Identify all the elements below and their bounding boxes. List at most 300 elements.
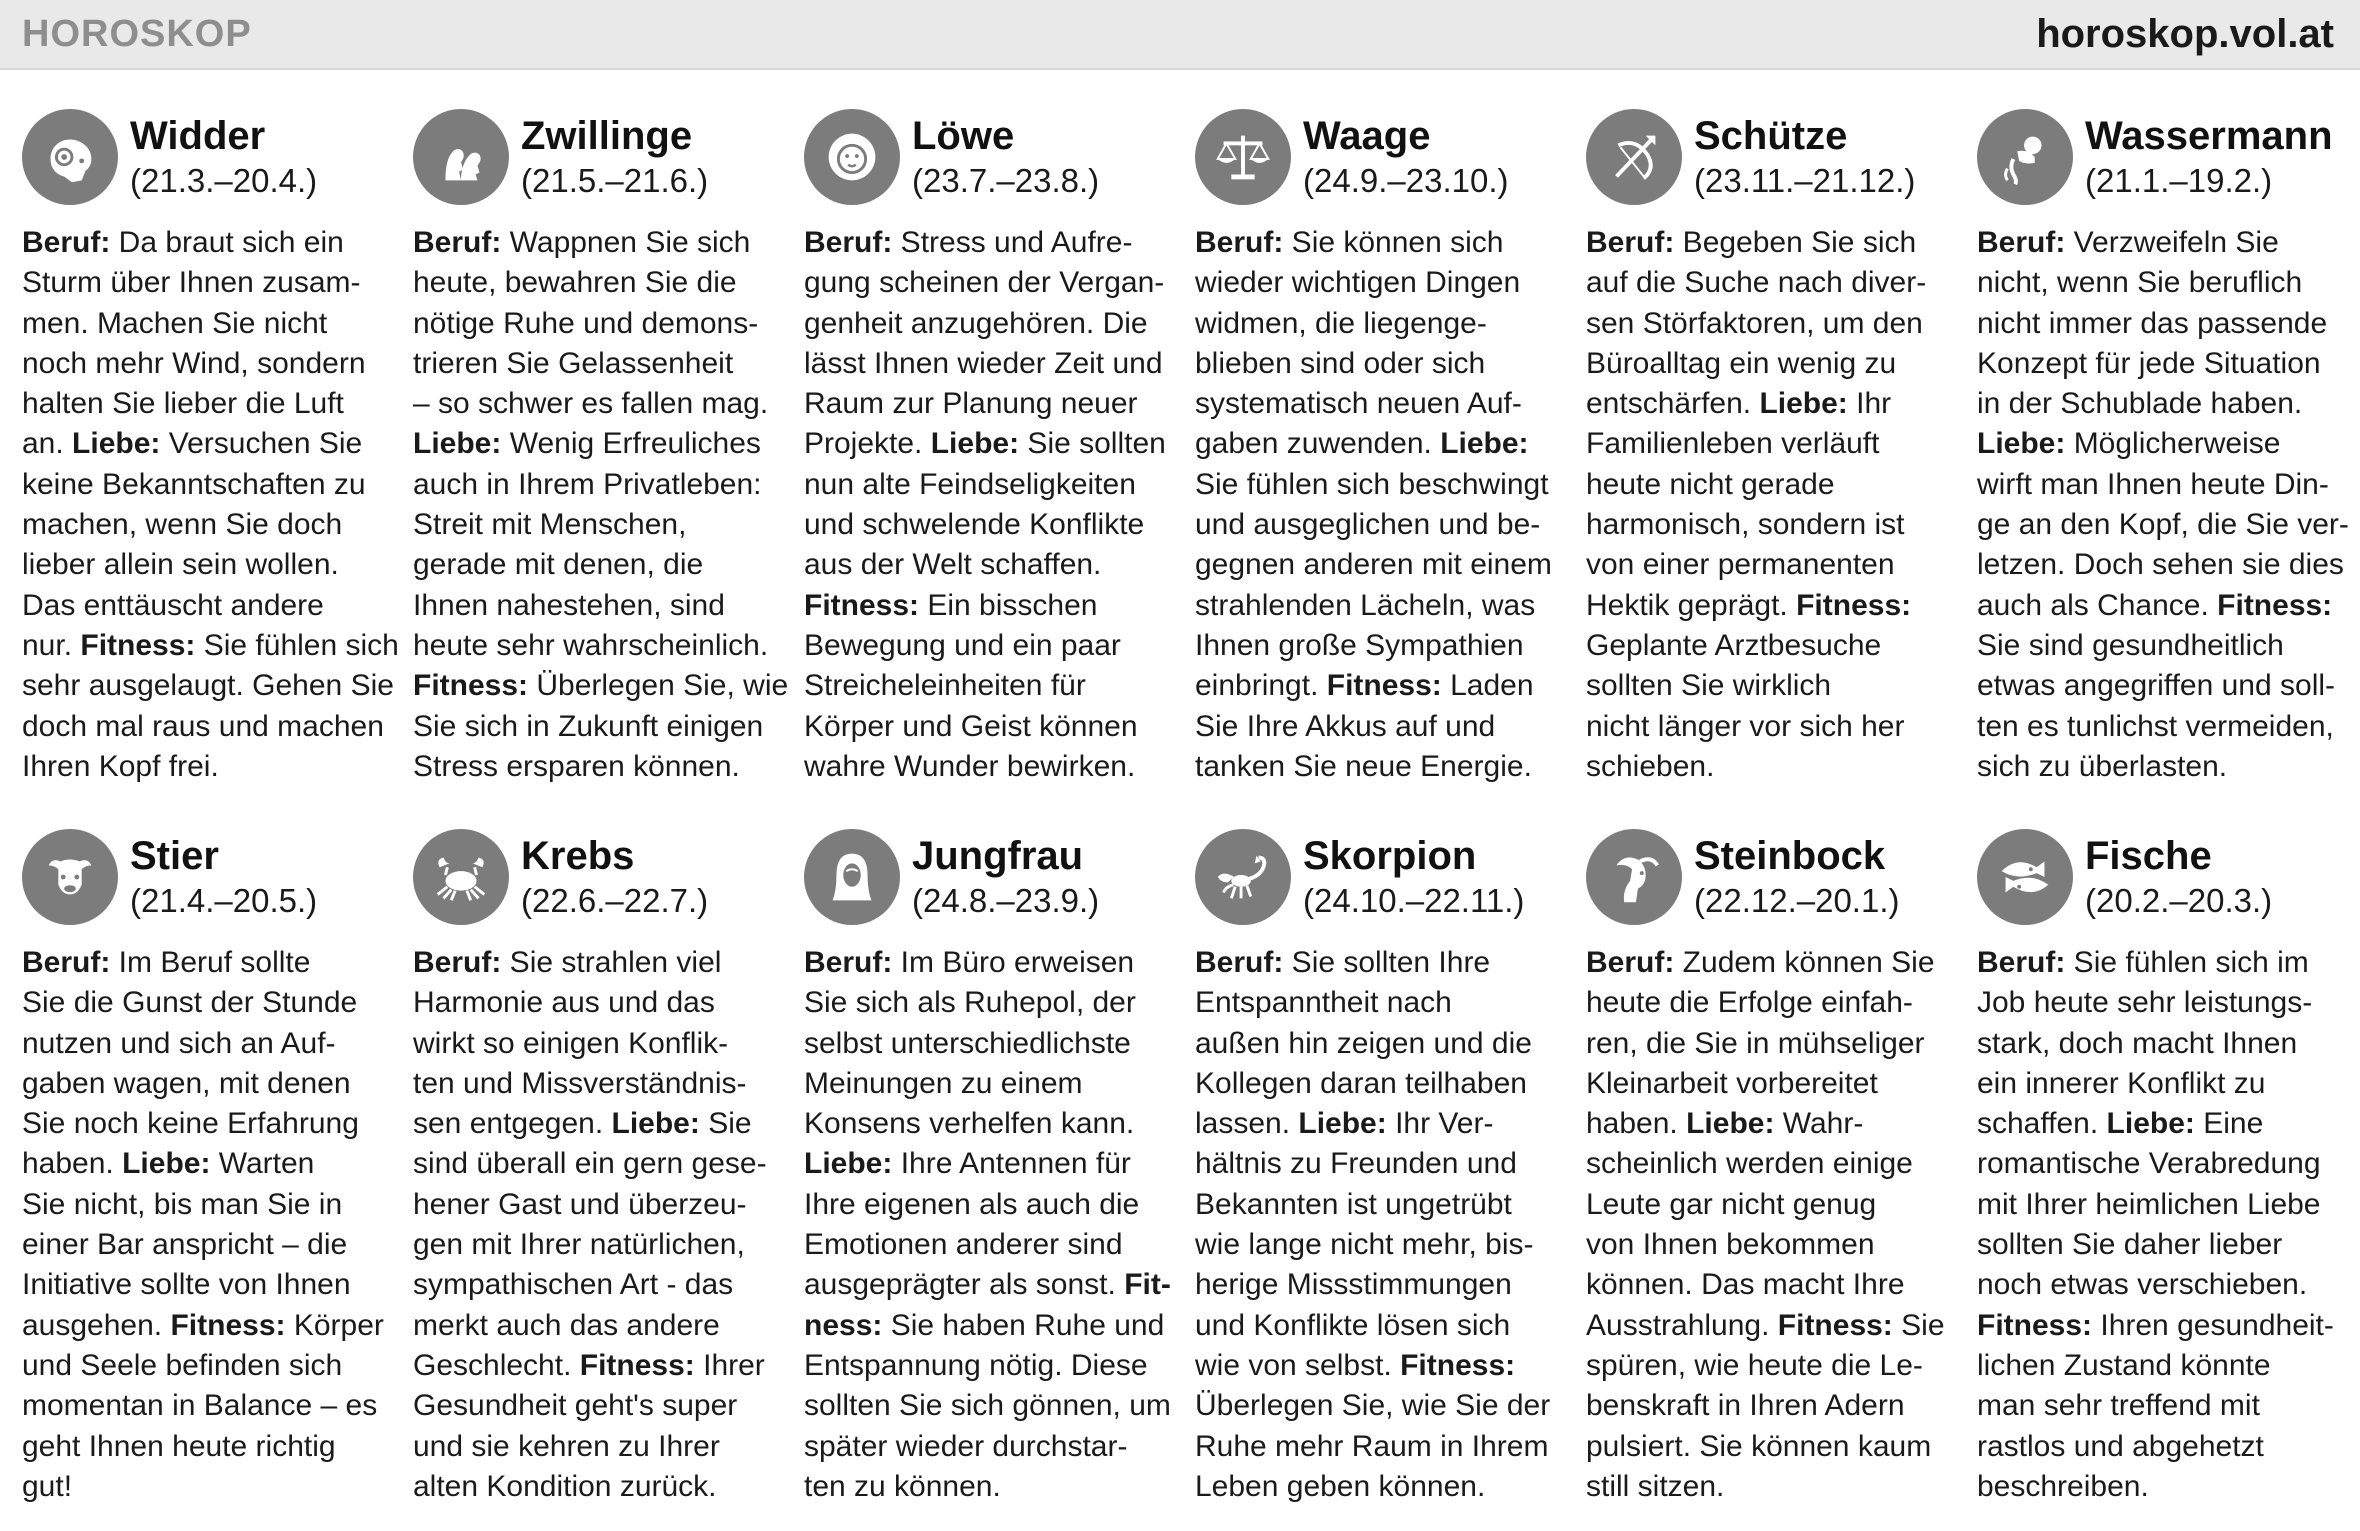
text-segment: nutzen und sich an Auf- <box>22 1026 336 1060</box>
text-line <box>1586 1306 1964 1346</box>
text-line <box>1195 666 1573 706</box>
sign-name: Waage <box>1303 114 1431 158</box>
text-line <box>1586 747 1964 787</box>
text-line <box>1586 545 1964 585</box>
category-label: ness: <box>804 1308 883 1342</box>
text-segment: men. Machen Sie nicht <box>22 306 328 340</box>
text-line <box>1977 1265 2355 1305</box>
text-line <box>1977 1386 2355 1426</box>
text-line <box>22 1024 400 1064</box>
horoscope-text <box>1195 223 1573 787</box>
sign-name: Widder <box>130 114 266 158</box>
category-label: Fitness: <box>1326 669 1442 703</box>
text-segment: nicht immer das passende <box>1977 306 2328 340</box>
text-line <box>413 747 791 787</box>
text-segment: Büroalltag ein wenig zu <box>1586 346 1897 380</box>
text-segment: keine Bekanntschaften zu <box>22 467 366 501</box>
text-line <box>804 223 1182 263</box>
text-line <box>1195 983 1573 1023</box>
category-label: Liebe: <box>804 1147 893 1181</box>
text-line <box>413 384 791 424</box>
text-segment: Meinungen zu einem <box>804 1066 1083 1100</box>
text-line <box>1586 1265 1964 1305</box>
horoscope-text <box>1977 943 2355 1505</box>
text-line <box>413 1064 791 1104</box>
text-line <box>1977 505 2355 545</box>
text-segment: Raum zur Planung neuer <box>804 387 1138 421</box>
sign-dates: (20.2.–20.3.) <box>2085 882 2273 919</box>
text-segment: wahre Wunder bewirken. <box>804 749 1136 783</box>
ibex-icon <box>1586 829 1682 925</box>
category-label: Beruf: <box>804 946 893 979</box>
text-line <box>413 626 791 666</box>
text-line <box>1977 983 2355 1023</box>
text-segment: Sturm über Ihnen zusam- <box>22 266 361 300</box>
text-line <box>1586 263 1964 303</box>
text-line <box>413 1346 791 1386</box>
text-segment: Da braut sich ein <box>110 226 344 259</box>
text-segment: heute, bewahren Sie die <box>413 266 737 300</box>
category-label: Liebe: <box>413 427 502 461</box>
fish-icon <box>1977 829 2073 925</box>
text-line <box>1586 1144 1964 1184</box>
crab-icon <box>413 829 509 925</box>
sign-name: Löwe <box>912 114 1015 158</box>
text-segment: Sie die Gunst der Stunde <box>22 986 358 1020</box>
text-segment: Sie <box>1892 1308 1945 1342</box>
card-header <box>804 825 1182 929</box>
category-label: Beruf: <box>413 946 502 979</box>
text-segment: Ihnen große Sympathien <box>1195 628 1524 662</box>
text-segment: sen entgegen. <box>413 1107 612 1141</box>
text-segment: widmen, die liegenge- <box>1195 306 1487 340</box>
text-segment: gegnen anderen mit einem <box>1195 548 1552 582</box>
text-line <box>804 1427 1182 1467</box>
horoscope-text <box>1195 943 1573 1505</box>
text-line <box>1977 465 2355 505</box>
text-segment: gung scheinen der Vergan- <box>804 266 1165 300</box>
card-header <box>413 825 791 929</box>
card-header <box>22 825 400 929</box>
text-segment: und ausgeglichen und be- <box>1195 508 1541 542</box>
sign-dates: (23.11.–21.12.) <box>1694 162 1916 199</box>
text-segment: gut! <box>22 1469 73 1503</box>
text-line <box>22 747 400 787</box>
text-line <box>1195 626 1573 666</box>
lion-icon <box>804 109 900 205</box>
text-segment: Geschlecht. <box>413 1348 580 1382</box>
text-segment: Zudem können Sie <box>1674 946 1935 979</box>
text-line <box>1977 384 2355 424</box>
category-label: Beruf: <box>413 226 502 259</box>
text-segment: Sie strahlen viel <box>501 946 722 979</box>
text-segment: beschreiben. <box>1977 1469 2149 1503</box>
text-segment: blieben sind oder sich <box>1195 346 1486 380</box>
text-segment: nur. <box>22 628 81 662</box>
text-segment: sollten Sie daher lieber <box>1977 1228 2283 1262</box>
text-segment: Warten <box>210 1147 315 1181</box>
scorpion-icon <box>1195 829 1291 925</box>
text-segment: und sie kehren zu Ihrer <box>413 1429 720 1463</box>
text-segment: momentan in Balance – es <box>22 1389 378 1423</box>
text-line <box>413 1386 791 1426</box>
text-line <box>1195 586 1573 626</box>
text-segment: Begeben Sie sich <box>1674 226 1917 259</box>
sign-dates: (24.10.–22.11.) <box>1303 882 1525 919</box>
category-label: Fitness: <box>1777 1308 1893 1342</box>
text-segment: spüren, wie heute die Le- <box>1586 1348 1923 1382</box>
text-line <box>1977 1346 2355 1386</box>
text-segment: Ihren Kopf frei. <box>22 749 219 783</box>
sign-name: Fische <box>2085 834 2212 878</box>
text-line <box>1977 1104 2355 1144</box>
twins-icon <box>413 109 509 205</box>
text-line <box>804 1386 1182 1426</box>
horoscope-card-stier <box>22 825 400 1505</box>
text-segment: ten und Missverständnis- <box>413 1066 747 1100</box>
text-line <box>22 1386 400 1426</box>
text-line <box>804 1185 1182 1225</box>
text-segment: stark, doch macht Ihnen <box>1977 1026 2298 1060</box>
text-segment: doch mal raus und machen <box>22 709 384 743</box>
sign-name: Wassermann <box>2085 114 2333 158</box>
text-line <box>22 263 400 303</box>
horoscope-text <box>413 223 791 787</box>
text-line <box>804 344 1182 384</box>
text-line <box>1195 505 1573 545</box>
text-line <box>22 1225 400 1265</box>
sign-name: Stier <box>130 834 219 878</box>
text-segment: strahlenden Lächeln, was <box>1195 588 1536 622</box>
category-label: Fitness: <box>80 628 196 662</box>
text-line <box>804 1467 1182 1505</box>
text-segment: Ein bisschen <box>919 588 1098 622</box>
text-segment: ge an den Kopf, die Sie ver- <box>1977 508 2349 542</box>
text-line <box>1195 465 1573 505</box>
text-segment: noch etwas verschieben. <box>1977 1268 2308 1302</box>
text-segment: Kollegen daran teilhaben <box>1195 1066 1527 1100</box>
text-line <box>22 666 400 706</box>
text-segment: wie von selbst. <box>1195 1348 1401 1382</box>
horoscope-card-skorpion <box>1195 825 1573 1505</box>
text-segment: romantische Verabredung <box>1977 1147 2321 1181</box>
text-segment: Leben geben können. <box>1195 1469 1486 1503</box>
text-line <box>1195 1386 1573 1426</box>
category-label: Liebe: <box>1977 427 2066 461</box>
text-segment: Initiative sollte von Ihnen <box>22 1268 351 1302</box>
text-segment: Sie sich als Ruhepol, der <box>804 986 1136 1020</box>
text-line <box>22 1144 400 1184</box>
text-segment: herige Missstimmungen <box>1195 1268 1512 1302</box>
text-segment: ausgehen. <box>22 1308 171 1342</box>
horoscope-card-steinbock <box>1586 825 1964 1505</box>
text-segment: letzen. Doch sehen sie dies <box>1977 548 2344 582</box>
text-segment: schaffen. <box>1977 1107 2107 1141</box>
text-segment: ein innerer Konflikt zu <box>1977 1066 2266 1100</box>
text-segment: Hektik geprägt. <box>1586 588 1797 622</box>
horoscope-card-widder <box>22 105 400 823</box>
text-segment: heute die Erfolge einfah- <box>1586 986 1913 1020</box>
card-header <box>1977 105 2355 209</box>
text-line <box>804 983 1182 1023</box>
text-segment: ren, die Sie in mühseliger <box>1586 1026 1925 1060</box>
category-label: Liebe: <box>2106 1107 2195 1141</box>
text-segment: benskraft in Ihren Adern <box>1586 1389 1905 1423</box>
text-line <box>413 666 791 706</box>
text-line <box>804 586 1182 626</box>
text-segment: Ausstrahlung. <box>1586 1308 1778 1342</box>
text-line <box>22 1064 400 1104</box>
text-line <box>1195 943 1573 983</box>
sign-name: Skorpion <box>1303 834 1477 878</box>
text-segment: Sie sollten <box>1019 427 1166 461</box>
horoscope-text <box>413 943 791 1505</box>
text-line <box>804 1225 1182 1265</box>
text-segment: nicht länger vor sich her <box>1586 709 1905 743</box>
category-label: Fitness: <box>1400 1348 1516 1382</box>
site-link[interactable]: horoskop.vol.at <box>2036 12 2334 56</box>
text-line <box>804 1265 1182 1305</box>
text-line <box>1977 1306 2355 1346</box>
text-segment: pulsiert. Sie können kaum <box>1586 1429 1932 1463</box>
text-line <box>1586 1104 1964 1144</box>
text-line <box>1195 344 1573 384</box>
text-segment: Körper <box>285 1308 384 1342</box>
text-line <box>1586 1185 1964 1225</box>
text-segment: Geplante Arztbesuche <box>1586 628 1882 662</box>
text-segment: sen Störfaktoren, um den <box>1586 306 1923 340</box>
text-line <box>1977 707 2355 747</box>
text-line <box>804 1064 1182 1104</box>
text-segment: Sie haben Ruhe und <box>882 1308 1165 1342</box>
text-segment: Eine <box>2194 1107 2264 1141</box>
text-line <box>413 1144 791 1184</box>
text-segment: ten zu können. <box>804 1469 1001 1503</box>
text-line <box>1195 1225 1573 1265</box>
sign-dates: (22.6.–22.7.) <box>521 882 709 919</box>
text-line <box>1586 1225 1964 1265</box>
text-segment: und Seele befinden sich <box>22 1348 343 1382</box>
text-segment: tanken Sie neue Energie. <box>1195 749 1532 783</box>
text-line <box>1586 344 1964 384</box>
text-line <box>1195 223 1573 263</box>
text-line <box>1977 666 2355 706</box>
text-line <box>22 545 400 585</box>
text-line <box>1195 1346 1573 1386</box>
text-line <box>1195 304 1573 344</box>
text-line <box>413 223 791 263</box>
text-segment: Leute gar nicht genug <box>1586 1187 1877 1221</box>
text-line <box>1195 1467 1573 1505</box>
text-segment: Konsens verhelfen kann. <box>804 1107 1135 1141</box>
text-line <box>22 983 400 1023</box>
text-line <box>1977 545 2355 585</box>
text-segment: Sie <box>699 1107 752 1141</box>
text-segment: etwas angegriffen und soll- <box>1977 669 2336 703</box>
text-segment: Überlegen Sie, wie Sie der <box>1195 1389 1551 1423</box>
sign-dates: (24.9.–23.10.) <box>1303 162 1509 199</box>
text-segment: Ihr Ver- <box>1386 1107 1494 1141</box>
sign-dates: (22.12.–20.1.) <box>1694 882 1900 919</box>
text-line <box>804 626 1182 666</box>
text-segment: Ihre Antennen für <box>892 1147 1131 1181</box>
text-line <box>1977 1467 2355 1505</box>
text-segment: nun alte Feindseligkeiten <box>804 467 1136 501</box>
text-segment: heute nicht gerade <box>1586 467 1835 501</box>
category-label: Beruf: <box>1195 946 1284 979</box>
text-line <box>1586 1386 1964 1426</box>
text-segment: nötige Ruhe und demons- <box>413 306 759 340</box>
text-line <box>804 1306 1182 1346</box>
header-bar <box>0 0 2360 70</box>
category-label: Fitness: <box>170 1308 286 1342</box>
bow-arrow-icon <box>1586 109 1682 205</box>
text-segment: Entspannung nötig. Diese <box>804 1348 1148 1382</box>
text-line <box>1977 1225 2355 1265</box>
text-segment: entschärfen. <box>1586 387 1760 421</box>
text-line <box>413 1306 791 1346</box>
text-line <box>1195 1185 1573 1225</box>
text-segment: sollten Sie wirklich <box>1586 669 1832 703</box>
category-label: Fitness: <box>579 1348 695 1382</box>
text-line <box>1586 983 1964 1023</box>
text-segment: einbringt. <box>1195 669 1327 703</box>
text-segment: ausgeprägter als sonst. <box>804 1268 1125 1302</box>
section-title: HOROSKOP <box>22 13 252 55</box>
category-label: Beruf: <box>804 226 893 259</box>
text-line <box>22 1185 400 1225</box>
text-segment: auch als Chance. <box>1977 588 2218 622</box>
text-segment: Verzweifeln Sie <box>2065 226 2279 259</box>
text-line <box>1977 1064 2355 1104</box>
scales-icon <box>1195 109 1291 205</box>
text-line <box>413 1185 791 1225</box>
text-line <box>413 1427 791 1467</box>
sign-dates: (21.4.–20.5.) <box>130 882 318 919</box>
text-line <box>804 666 1182 706</box>
text-line <box>413 1467 791 1505</box>
text-segment: Im Beruf sollte <box>110 946 311 979</box>
text-line <box>413 1024 791 1064</box>
text-segment: Streit mit Menschen, <box>413 508 687 542</box>
text-segment: Sie fühlen sich im <box>2065 946 2309 979</box>
sign-name: Schütze <box>1694 114 1848 158</box>
category-label: Liebe: <box>930 427 1020 461</box>
text-line <box>804 1144 1182 1184</box>
text-segment: Wahr- <box>1774 1107 1864 1141</box>
text-segment: Bekannten ist ungetrübt <box>1195 1187 1512 1221</box>
text-segment: ten es tunlichst vermeiden, <box>1977 709 2334 743</box>
text-segment: Ruhe mehr Raum in Ihrem <box>1195 1429 1549 1463</box>
text-line <box>1586 304 1964 344</box>
text-segment: gaben wagen, mit denen <box>22 1066 351 1100</box>
text-segment: wirkt so einigen Konflik- <box>413 1026 729 1060</box>
text-segment: Versuchen Sie <box>160 427 363 461</box>
sign-dates: (24.8.–23.9.) <box>912 882 1100 919</box>
text-segment: Sie sich in Zukunft einigen <box>413 709 764 743</box>
sign-dates: (21.3.–20.4.) <box>130 162 318 199</box>
text-line <box>22 1467 400 1505</box>
text-line <box>1977 586 2355 626</box>
text-line <box>1586 586 1964 626</box>
text-line <box>1586 1346 1964 1386</box>
horoscope-text <box>1586 943 1964 1505</box>
horoscope-card-wassermann <box>1977 105 2355 823</box>
sign-name: Zwillinge <box>521 114 693 158</box>
text-segment: genheit anzugehören. Die <box>804 306 1148 340</box>
text-segment: still sitzen. <box>1586 1469 1725 1503</box>
text-segment: lassen. <box>1195 1107 1299 1141</box>
category-label: Fitness: <box>1796 588 1912 622</box>
text-line <box>1586 1467 1964 1505</box>
text-line <box>22 943 400 983</box>
text-line <box>1977 223 2355 263</box>
text-line <box>1586 465 1964 505</box>
text-line <box>1195 1064 1573 1104</box>
text-line <box>1586 626 1964 666</box>
text-line <box>804 1104 1182 1144</box>
text-line <box>413 1104 791 1144</box>
text-segment: halten Sie lieber die Luft <box>22 387 344 421</box>
horoscope-grid <box>22 105 2349 1515</box>
text-line <box>804 943 1182 983</box>
text-line <box>1977 1144 2355 1184</box>
sign-name: Jungfrau <box>912 834 1084 878</box>
text-segment: auf die Suche nach diver- <box>1586 266 1927 300</box>
text-segment: noch mehr Wind, sondern <box>22 346 366 380</box>
text-segment: aus der Welt schaffen. <box>804 548 1102 582</box>
text-line <box>413 424 791 464</box>
text-line <box>1977 943 2355 983</box>
card-header <box>1977 825 2355 929</box>
text-segment: Konzept für jede Situation <box>1977 346 2321 380</box>
category-label: Liebe: <box>611 1107 700 1141</box>
sign-dates: (21.1.–19.2.) <box>2085 162 2273 199</box>
text-segment: hältnis zu Freunden und <box>1195 1147 1517 1181</box>
text-line <box>413 344 791 384</box>
text-line <box>804 1024 1182 1064</box>
text-segment: Ihre eigenen als auch die <box>804 1187 1140 1221</box>
text-line <box>1586 1024 1964 1064</box>
sign-dates: (21.5.–21.6.) <box>521 162 709 199</box>
text-segment: einer Bar anspricht – die <box>22 1228 348 1262</box>
horoscope-card-jungfrau <box>804 825 1182 1505</box>
text-segment: haben. <box>1586 1107 1687 1141</box>
text-segment: Streicheleinheiten für <box>804 669 1086 703</box>
horoscope-text <box>22 943 400 1505</box>
text-segment: selbst unterschiedlichste <box>804 1026 1131 1060</box>
text-segment: gen mit Ihrer natürlichen, <box>413 1228 745 1262</box>
text-line <box>1195 1024 1573 1064</box>
horoscope-card-loewe <box>804 105 1182 823</box>
text-line <box>804 465 1182 505</box>
text-segment: merkt auch das andere <box>413 1308 720 1342</box>
text-line <box>413 304 791 344</box>
horoscope-card-waage <box>1195 105 1573 823</box>
text-segment: Stress ersparen können. <box>413 749 740 783</box>
text-line <box>1586 707 1964 747</box>
text-segment: Projekte. <box>804 427 931 461</box>
category-label: Beruf: <box>22 946 111 979</box>
category-label: Fitness: <box>413 669 529 703</box>
text-line <box>413 1265 791 1305</box>
text-line <box>1977 344 2355 384</box>
text-line <box>804 707 1182 747</box>
card-header <box>1195 105 1573 209</box>
text-line <box>1195 263 1573 303</box>
horoscope-card-zwillinge <box>413 105 791 823</box>
text-segment: Sie sollten Ihre <box>1283 946 1491 979</box>
